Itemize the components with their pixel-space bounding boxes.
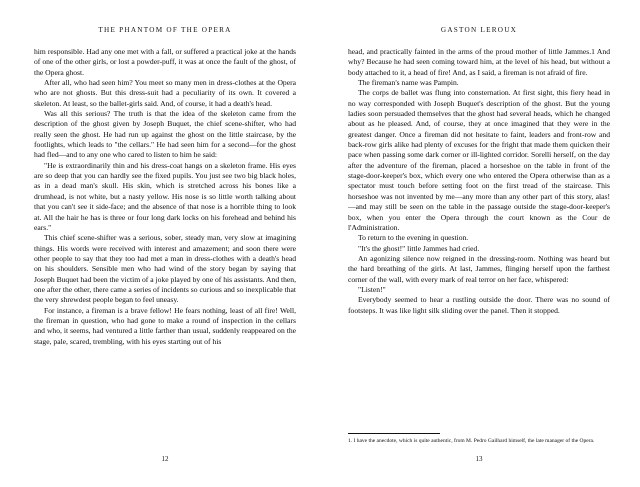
paragraph: An agonizing silence now reigned in the dressing-room. Nothing was heard but the hard breathing of the girls. At last, Jammes, flinging herself upon the farthest corner of the wall, with every mark of real terror on her face, whispered: — [348, 253, 610, 284]
paragraph: him responsible. Had any one met with a fall, or suffered a practical joke at the hands of one of the other girls, or lost a powder-puff, it was at once the fault of the ghost, of the Opera ghost. — [34, 47, 296, 77]
text-block-left — [34, 47, 296, 445]
footnote: 1. I have the anecdote, which is quite authentic, from M. Pedro Gailhard himself, the late manager of the Opera. — [348, 437, 595, 444]
paragraph: The corps de ballet was flung into consternation. At first sight, this fiery head in no way corresponded with Joseph Buquet's description of the ghost. But the young ladies soon persuaded themselves that the ghost had several heads, which he changed about as he pleased. And, of course, they at once imagined that they were in the greatest danger. Once a fireman did not hesitate to faint, leaders and front-row and back-row girls alike had plenty of excuses for the fright that made them quicken their pace when passing some dark corner or ill-lighted corridor. Sorelli herself, on the day after the adventure of the fireman, placed a horseshoe on the table in front of the stage-door-keeper's box, which every one who entered the Opera otherwise than as a spectator must touch before setting foot on the first tread of the staircase. This horseshoe was not invented by me—any more than any other part of this story, alas!—and may still be seen on the table in the passage outside the stage-door-keeper's box, when you enter the Opera through the court known as the Cour de l'Administration. — [348, 88, 610, 232]
paragraph: Everybody seemed to hear a rustling outside the door. There was no sound of footsteps. It was like light silk sliding over the panel. Then it stopped. — [348, 295, 610, 315]
paragraph: For instance, a fireman is a brave fellow! He fears nothing, least of all fire! Well, the fireman in question, who had gone to make a round of inspection in the cellars and who, it seems, had ventured a little farther than usual, suddenly reappeared on the stage, pale, scared, trembling, with his eyes starting out of his — [34, 305, 296, 346]
paragraph: "Listen!" — [358, 284, 386, 294]
page-number-right: 13 — [475, 455, 483, 463]
paragraph: After all, who had seen him? You meet so many men in dress-clothes at the Opera who are not ghosts. But this dress-suit had a peculiarity of its own. It covered a skeleton. At least, so the ballet-girls said. And, of course, it had a death's head. — [34, 78, 296, 108]
paragraph: head, and practically fainted in the arms of the proud mother of little Jammes.1 And why? Because he had seen coming toward him, at the level of his head, but without a body attached to it, a head of fire! And, as I said, a fireman is not afraid of fire. — [348, 47, 610, 77]
paragraph: The fireman's name was Pampin. — [358, 78, 459, 88]
page-number-left: 12 — [161, 455, 169, 463]
running-head-right: GASTON LEROUX — [440, 26, 518, 34]
paragraph: To return to the evening in question. — [358, 233, 469, 243]
footnote-divider — [348, 433, 440, 434]
paragraph: "He is extraordinarily thin and his dress-coat hangs on a skeleton frame. His eyes are so deep that you can hardly see the fixed pupils. You just see two big black holes, as in a dead man's skull. His skin, which is stretched across his bones like a drumhead, is not white, but a nasty yellow. His nose is so little worth talking about that you can't see it side-face; and the absence of that nose is a horrible thing to look at. All the hair he has is three or four long dark locks on his forehead and behind his ears." — [34, 160, 296, 232]
page-right — [320, 0, 640, 487]
spacer — [348, 371, 610, 426]
paragraph: Was all this serious? The truth is that the idea of the skeleton came from the description of the ghost given by Joseph Buquet, the chief scene-shifter, who had really seen the ghost. He had run up against the ghost on the little staircase, by the footlights, which leads to "the cellars." He had seen him for a second—for the ghost had fled—and to any one who cared to listen to him he said: — [34, 109, 296, 160]
paragraph: This chief scene-shifter was a serious, sober, steady man, very slow at imagining things. His words were received with interest and amazement; and soon there were other people to say that they too had met a man in dress-clothes with a death's head on his shoulders. Sensible men who had wind of the story began by saying that Joseph Buquet had been the victim of a joke played by one of his assistants. And then, one after the other, there came a series of incidents so curious and so inexplicable that the very shrewdest people began to feel uneasy. — [34, 233, 296, 305]
text-block-right — [348, 47, 610, 371]
paragraph: "It's the ghost!" little Jammes had cried. — [358, 243, 480, 253]
running-head-left: THE PHANTOM OF THE OPERA — [98, 26, 232, 34]
